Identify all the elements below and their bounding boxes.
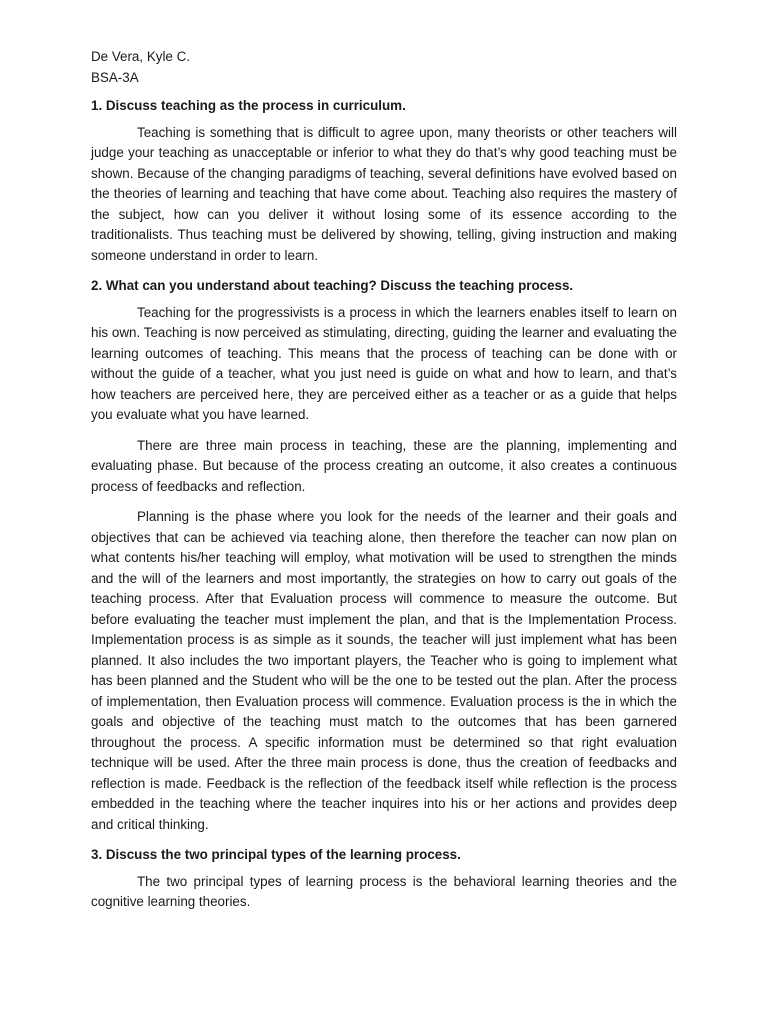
section-1-paragraph-1: Teaching is something that is difficult to agree upon, many theorists or other teachers will judge your teaching as unacceptable or inferior to what they do that’s why good teaching must be shown. Because of the changing paradigms of teaching, several definitions have evolved based on the theories of learning and teaching that have come about. Teaching also requires the mastery of the subject, how can you deliver it without losing some of its essence according to the traditionalists. Thus teaching must be delivered by showing, telling, giving instruction and making someone understand in order to learn. xyxy=(91,124,677,263)
section-heading-1: 1. Discuss teaching as the process in curriculum. xyxy=(91,98,406,113)
section-2-paragraph-1: Teaching for the progressivists is a process in which the learners enables itself to learn on his own. Teaching is now perceived as stimulating, directing, guiding the learner and evaluating the learning outcomes of teaching. This means that the process of teaching can be done with or without the guide of a teacher, what you just need is guide on what and how to learn, and that’s how teachers are perceived here, they are perceived either as a teacher or as a guide that helps you evaluate what you have learned. xyxy=(91,304,677,422)
section-heading-3: 3. Discuss the two principal types of the learning process. xyxy=(91,847,461,862)
section-2-paragraph-2: There are three main process in teaching, these are the planning, implementing and evaluating phase. But because of the process creating an outcome, it also creates a continuous process of feedbacks and reflection. xyxy=(91,437,677,494)
section-2-paragraph-3: Planning is the phase where you look for the needs of the learner and their goals and objectives that can be achieved via teaching alone, then therefore the teacher can now plan on what contents his/her teaching will employ, what motivation will be used to strengthen the minds and the will of the learners and most importantly, the strategies on how to carry out goals of the teaching process. After that Evaluation process will commence to measure the outcome. But before evaluating the teacher must implement the plan, and that is the Implementation Process. Implementation process is as simple as it sounds, the teacher will just implement what has been planned. It also includes the two important players, the Teacher who is going to implement what has been planned and the Student who will be the one to be tested out the plan. After the process of implementation, then Evaluation process will commence. Evaluation process is the in which the goals and objective of the teaching must match to the outcomes that has been garnered throughout the process. A specific information must be determined so that right evaluation technique will be used. After the three main process is done, thus the creation of feedbacks and reflection is made. Feedback is the reflection of the feedback itself while reflection is the process embedded in the teaching where the teacher inquires into his or her actions and provides deep and critical thinking. xyxy=(91,509,677,832)
author-name: De Vera, Kyle C. xyxy=(91,49,190,64)
section-heading-2: 2. What can you understand about teaching? Discuss the teaching process. xyxy=(91,278,574,293)
document-body xyxy=(91,47,677,923)
author-section: BSA-3A xyxy=(91,69,139,85)
section-3-paragraph-1: The two principal types of learning process is the behavioral learning theories and the cognitive learning theories. xyxy=(91,873,677,909)
